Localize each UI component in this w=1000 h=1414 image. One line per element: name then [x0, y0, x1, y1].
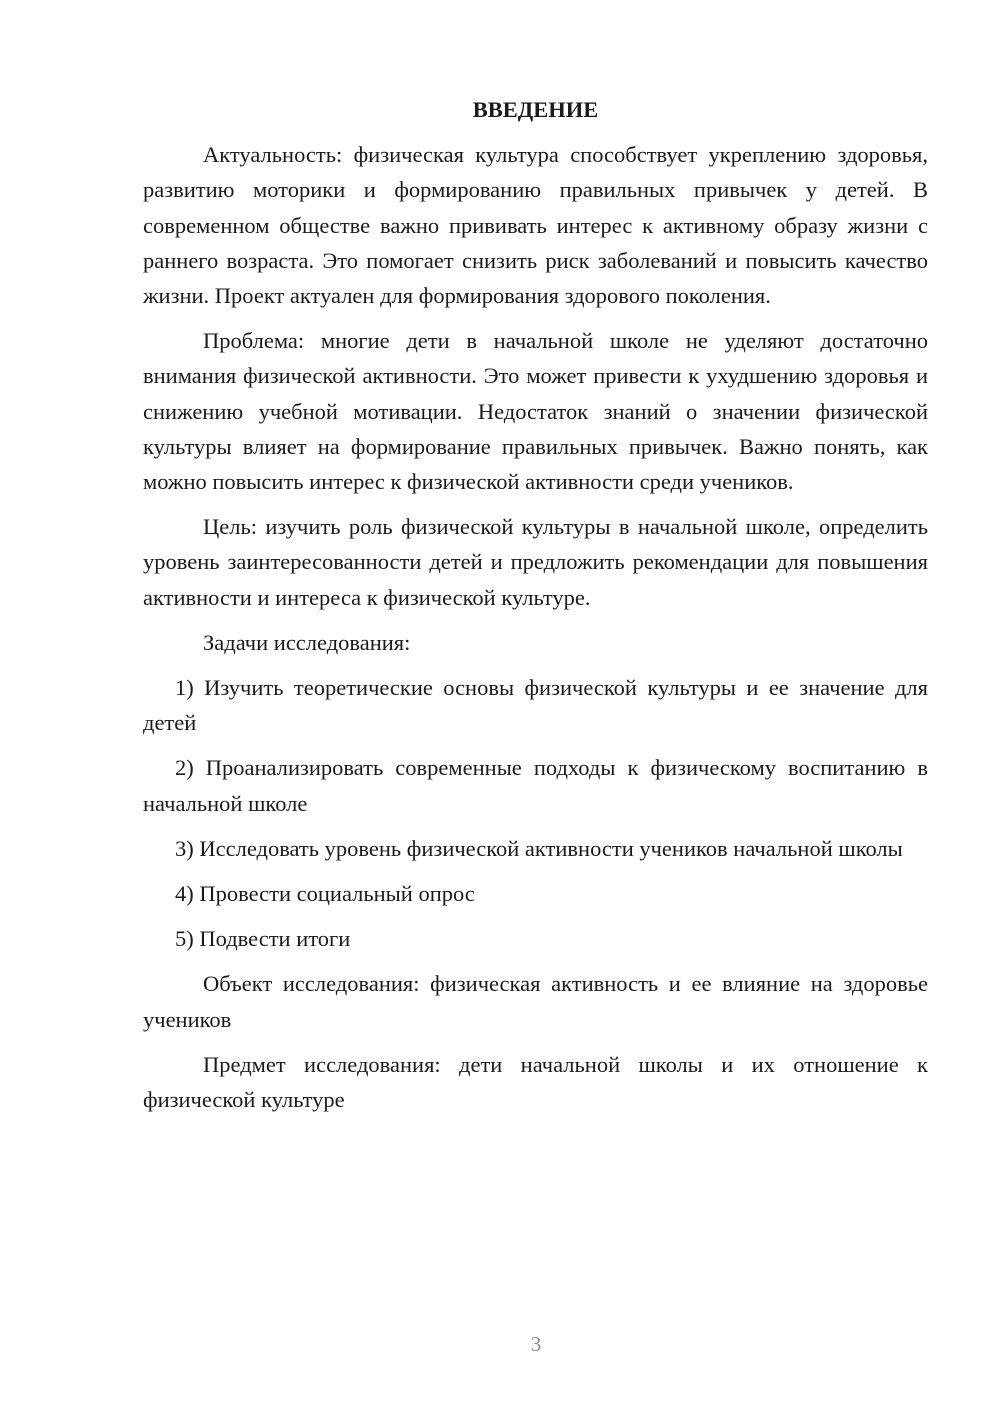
task-item-2: 2) Проанализировать современные подходы к физическому воспитанию в начальной школе [143, 755, 928, 816]
page-title: ВВЕДЕНИЕ [472, 97, 599, 122]
task-item-4: 4) Провести социальный опрос [175, 881, 475, 907]
task-item-1: 1) Изучить теоретические основы физической культуры и ее значение для детей [143, 675, 928, 736]
page-content [143, 92, 928, 1127]
paragraph-object: Объект исследования: физическая активность и ее влияние на здоровье учеников [143, 971, 928, 1032]
paragraph-relevance: Актуальность: физическая культура способствует укреплению здоровья, развитию моторики и формированию правильных привычек у детей. В современном обществе важно прививать интерес к активному образу жизни с раннего возраста. Это помогает снизить риск заболеваний и повысить качество жизни. Проект актуален для формирования здорового поколения. [143, 142, 928, 309]
task-item-3: 3) Исследовать уровень физической активности учеников начальной школы [175, 835, 903, 861]
task-item-5: 5) Подвести итоги [175, 926, 351, 952]
page-number: 3 [530, 1332, 542, 1356]
paragraph-goal: Цель: изучить роль физической культуры в начальной школе, определить уровень заинтересованности детей и предложить рекомендации для повышения активности и интереса к физической культуре. [143, 514, 928, 610]
tasks-heading: Задачи исследования: [203, 629, 411, 655]
paragraph-subject: Предмет исследования: дети начальной школы и их отношение к физической культуре [143, 1051, 928, 1113]
paragraph-problem: Проблема: многие дети в начальной школе не уделяют достаточно внимания физической активности. Это может привести к ухудшению здоровья и снижению учебной мотивации. Недостаток знаний о значении физической культуры влияет на формирование правильных привычек. Важно понять, как можно повысить интерес к физической активности среди учеников. [143, 328, 928, 495]
